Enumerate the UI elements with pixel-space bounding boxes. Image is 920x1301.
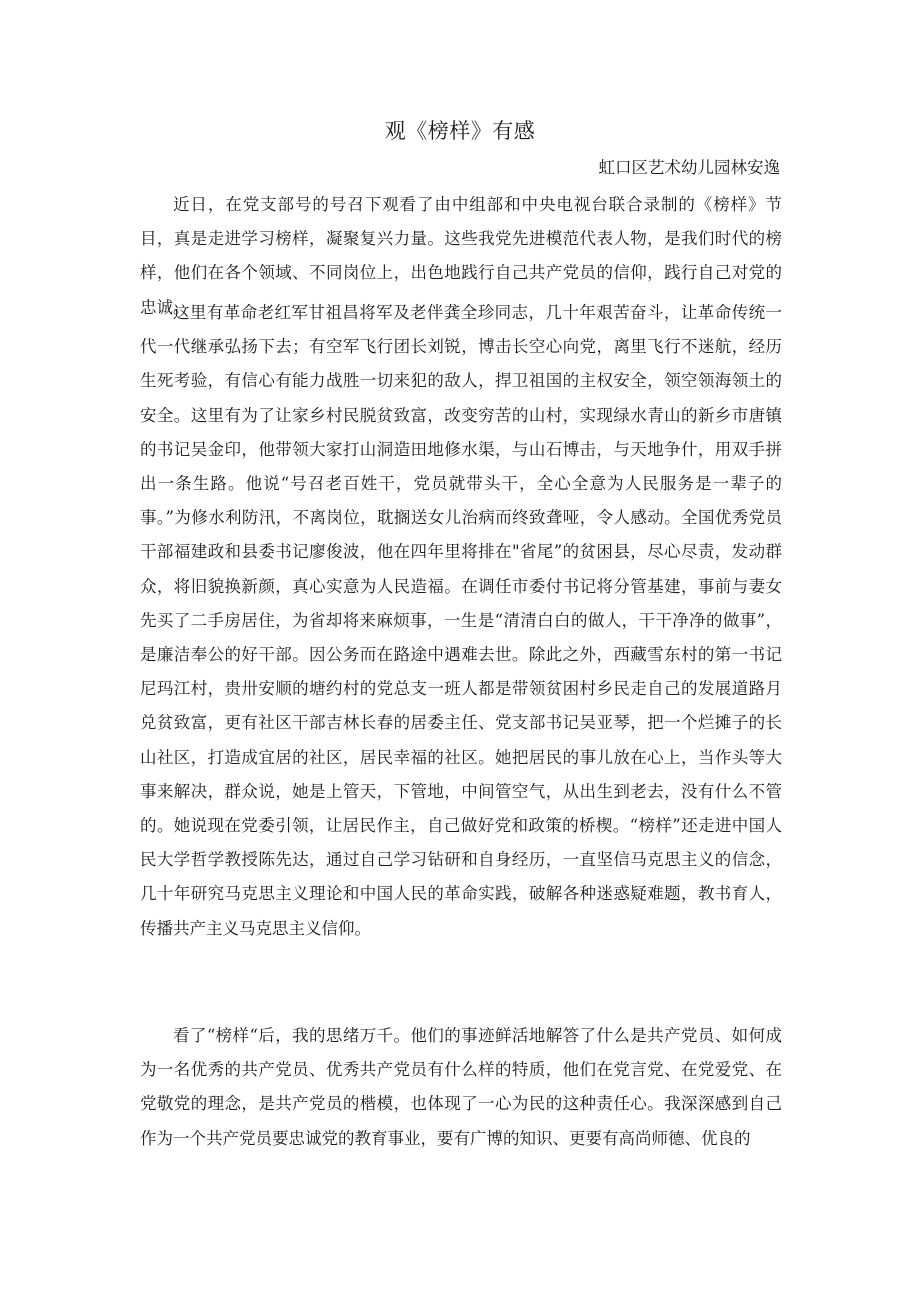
paragraph-reflection: 看了“榜样“后，我的思绪万千。他们的事迹鲜活地解答了什么是共产党员、如何成为一名优秀的共产党员、优秀共产党员有什么样的特质，他们在党言党、在党爱党、在党敬党的理念，是共产党员的楷模，也体现了一心为民的这种责任心。我深深感到自己作为一个共产党员要忠诚党的教育事业，要有广博的知识、更要有高尚师德、优良的 (140, 1026, 782, 1148)
document-author: 虹口区艺术幼儿园林安逸 (598, 158, 780, 177)
paragraph-examples: 这里有革命老红军甘祖昌将军及老伴龚全珍同志，几十年艰苦奋斗，让革命传统一代一代继承弘扬下去；有空军飞行团长刘锐，博击长空心向党，离里飞行不迷航，经历生死考验，有信心有能力战胜一切来犯的敌人，捍卫祖国的主权安全，领空领海领土的安全。这里有为了让家乡村民脱贫致富，改变穷苦的山村，实现绿水青山的新乡市唐镇的书记吴金印，他带领大家打山洞造田地修水渠，与山石博击，与天地争什，用双手拼出一条生路。他说“号召老百姓干，党员就带头干，全心全意为人民服务是一辈子的事。”为修水利防汛，不离岗位，耽搁送女儿治病而终致聋哑，令人感动。全国优秀党员干部福建政和县委书记廖俊波，他在四年里将排在"省尾”的贫困县，尽心尽责，发动群众，将旧貌换新颜，真心实意为人民造福。在调任市委付书记将分管基建，事前与妻女先买了二手房居住，为省却将来麻烦事，一生是“清清白白的做人，干干净净的做事”，是廉洁奉公的好干部。因公务而在路途中遇难去世。除此之外，西藏雪东村的第一书记尼玛江村，贵卅安顺的塘约村的党总支一班人都是带领贫困村乡民走自己的发展道路月兑贫致富，更有社区干部吉林长春的居委主任、党支部书记吴亚琴，把一个烂摊子的长山社区，打造成宜居的社区，居民幸福的社区。她把居民的事儿放在心上，当作头等大事来解决，群众说，她是上管天，下管地，中间管空气，从出生到老去，没有什么不管的。她说现在党委引领，让居民作主，自己做好党和政策的桥楔。“榜样”还走进中国人民大学哲学教授陈先达，通过自己学习钻研和自身经历，一直坚信马克思主义的信念，几十年研究马克思主义理论和中国人民的革命实践，破解各种迷惑疑难题，教书育人，传播共产主义马克思主义信仰。 (140, 303, 782, 938)
document-title: 观《榜样》有感 (384, 119, 536, 143)
paragraph-intro: 近日，在党支部号的号召下观看了由中组部和中央电视台联合录制的《榜样》节目，真是走进学习榜样，凝聚复兴力量。这些我党先进模范代表人物，是我们时代的榜样，他们在各个领域、不同岗位上，出色地践行自己共产党员的信仰，践行自己对党的忠诚。 (140, 195, 782, 317)
